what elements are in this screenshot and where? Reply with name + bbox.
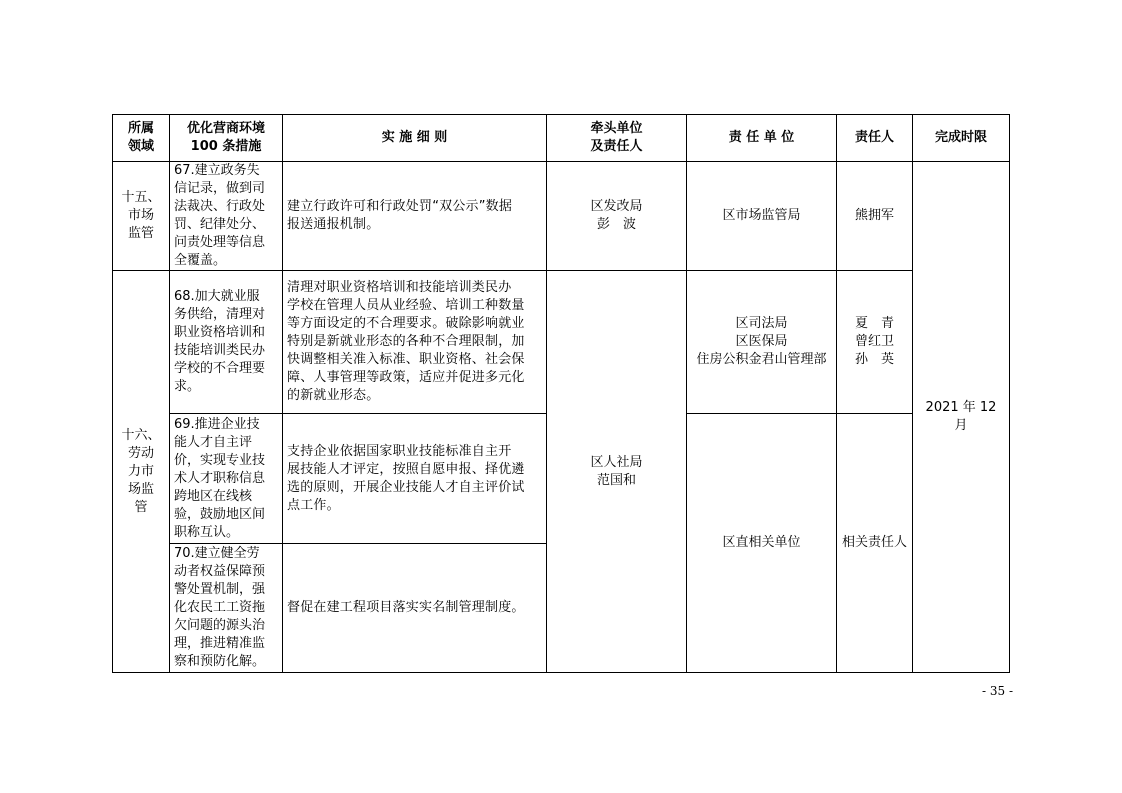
resp-unit-cell: 区市场监管局 — [687, 162, 837, 271]
lead-cell: 区人社局 范国和 — [547, 271, 687, 673]
header-resp-person: 责任人 — [837, 115, 913, 162]
detail-cell: 支持企业依据国家职业技能标准自主开 展技能人才评定，按照自愿申报、择优遴 选的原则，开展企业技能人才自主评价试 点工作。 — [283, 414, 547, 544]
lead-cell: 区发改局 彭 波 — [547, 162, 687, 271]
header-deadline: 完成时限 — [913, 115, 1010, 162]
deadline-cell: 2021 年 12 月 — [913, 162, 1010, 673]
detail-cell: 清理对职业资格培训和技能培训类民办 学校在管理人员从业经验、培训工种数量 等方面设定的不合理要求。破除影响就业 特别是新就业形态的各种不合理限制，加 快调整相关准入标准、职业资格、社会保 障、人事管理等政策，适应并促进多元化 的新就业形态。 — [283, 271, 547, 414]
measure-cell: 68.加大就业服 务供给，清理对 职业资格培训和 技能培训类民办 学校的不合理要 求。 — [170, 271, 283, 414]
area-cell: 十六、 劳动 力市 场监 管 — [113, 271, 170, 673]
detail-cell: 建立行政许可和行政处罚“双公示”数据 报送通报机制。 — [283, 162, 547, 271]
table-row — [113, 162, 1010, 271]
resp-unit-cell: 区司法局 区医保局 住房公积金君山管理部 — [687, 271, 837, 414]
measure-cell: 69.推进企业技 能人才自主评 价，实现专业技 术人才职称信息 跨地区在线核 验，鼓励地区间 职称互认。 — [170, 414, 283, 544]
detail-cell: 督促在建工程项目落实实名制管理制度。 — [283, 544, 547, 673]
area-cell: 十五、 市场 监管 — [113, 162, 170, 271]
header-row — [113, 115, 1010, 162]
measures-table — [112, 114, 1010, 673]
header-detail: 实 施 细 则 — [283, 115, 547, 162]
resp-person-cell: 熊拥军 — [837, 162, 913, 271]
header-lead: 牵头单位 及责任人 — [547, 115, 687, 162]
header-field: 所属 领域 — [113, 115, 170, 162]
table-row — [113, 271, 1010, 414]
measure-cell: 67.建立政务失 信记录，做到司 法裁决、行政处 罚、纪律处分、 问责处理等信息 全覆盖。 — [170, 162, 283, 271]
page-number: - 35 - — [982, 684, 1014, 698]
header-resp-unit: 责 任 单 位 — [687, 115, 837, 162]
resp-person-cell: 相关责任人 — [837, 414, 913, 673]
resp-person-cell: 夏 青 曾红卫 孙 英 — [837, 271, 913, 414]
resp-unit-cell: 区直相关单位 — [687, 414, 837, 673]
measure-cell: 70.建立健全劳 动者权益保障预 警处置机制，强 化农民工工资拖 欠问题的源头治 理，推进精准监 察和预防化解。 — [170, 544, 283, 673]
header-measure: 优化营商环境 100 条措施 — [170, 115, 283, 162]
